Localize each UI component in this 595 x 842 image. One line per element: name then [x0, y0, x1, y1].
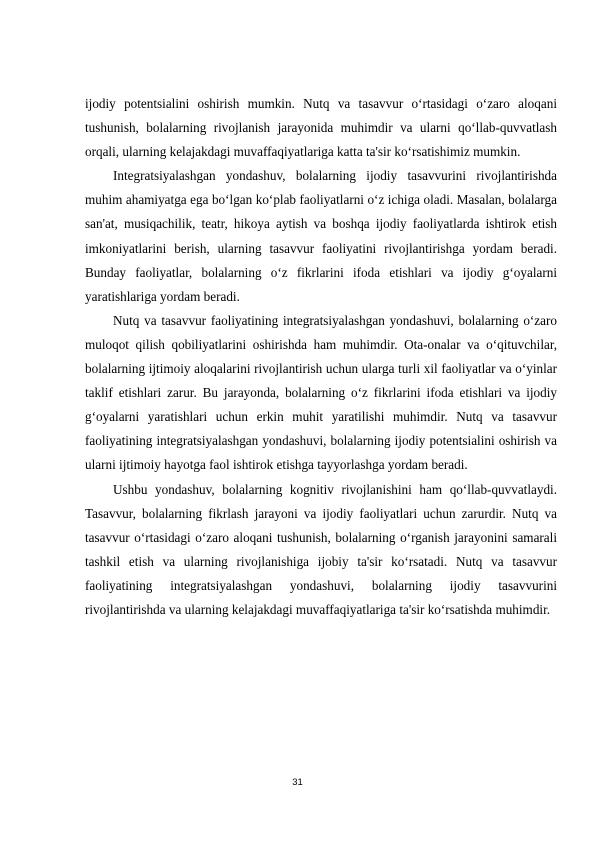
- page-number: 31: [292, 777, 303, 788]
- paragraph-continuation: ijodiy potentsialini oshirish mumkin. Nutq va tasavvur o‘rtasidagi o‘zaro aloqani tushunish, bolalarning rivojlanish jarayonida muhimdir va ularni qo‘llab-quvvatlash orqali, ularning kelajakdagi muvaffaqiyatlariga katta ta'sir ko‘rsatishimiz mumkin.: [85, 96, 557, 160]
- body-text: [85, 92, 557, 622]
- paragraph-integrated-approach: Integratsiyalashgan yondashuv, bolalarning ijodiy tasavvurini rivojlantirishda muhim ahamiyatga ega bo‘lgan ko‘plab faoliyatlarni o‘z ichiga oladi. Masalan, bolalarga san'at, musiqachilik, teatr, hikoya aytish va boshqa ijodiy faoliyatlarda ishtirok etish imkoniyatlarini berish, ularning tasavvur faoliyatini rivojlantirishga yordam beradi. Bunday faoliyatlar, bolalarning o‘z fikrlarini ifoda etishlari va ijodiy g‘oyalarni yaratishlariga yordam beradi.: [85, 168, 557, 304]
- paragraph-cognitive-development: Ushbu yondashuv, bolalarning kognitiv rivojlanishini ham qo‘llab-quvvatlaydi. Tasavvur, bolalarning fikrlash jarayoni va ijodiy faoliyatlari uchun zarurdir. Nutq va tasavvur o‘rtasidagi o‘zaro aloqani tushunish, bolalarning o‘rganish jarayonini samarali tashkil etish va ularning rivojlanishiga ijobiy ta'sir ko‘rsatadi. Nutq va tasavvur faoliyatining integratsiyalashgan yondashuvi, bolalarning ijodiy tasavvurini rivojlantirishda va ularning kelajakdagi muvaffaqiyatlariga ta'sir ko‘rsatishda muhimdir.: [85, 481, 557, 617]
- paragraph-communication-skills: Nutq va tasavvur faoliyatining integratsiyalashgan yondashuvi, bolalarning o‘zaro muloqot qilish qobiliyatlarini oshirishda ham muhimdir. Ota-onalar va o‘qituvchilar, bolalarning ijtimoiy aloqalarini rivojlantirish uchun ularga turli xil faoliyatlar va o‘yinlar taklif etishlari zarur. Bu jarayonda, bolalarning o‘z fikrlarini ifoda etishlari va ijodiy g‘oyalarni yaratishlari uchun erkin muhit yaratilishi muhimdir. Nutq va tasavvur faoliyatining integratsiyalashgan yondashuvi, bolalarning ijodiy potentsialini oshirish va ularni ijtimoiy hayotga faol ishtirok etishga tayyorlashga yordam beradi.: [85, 312, 557, 473]
